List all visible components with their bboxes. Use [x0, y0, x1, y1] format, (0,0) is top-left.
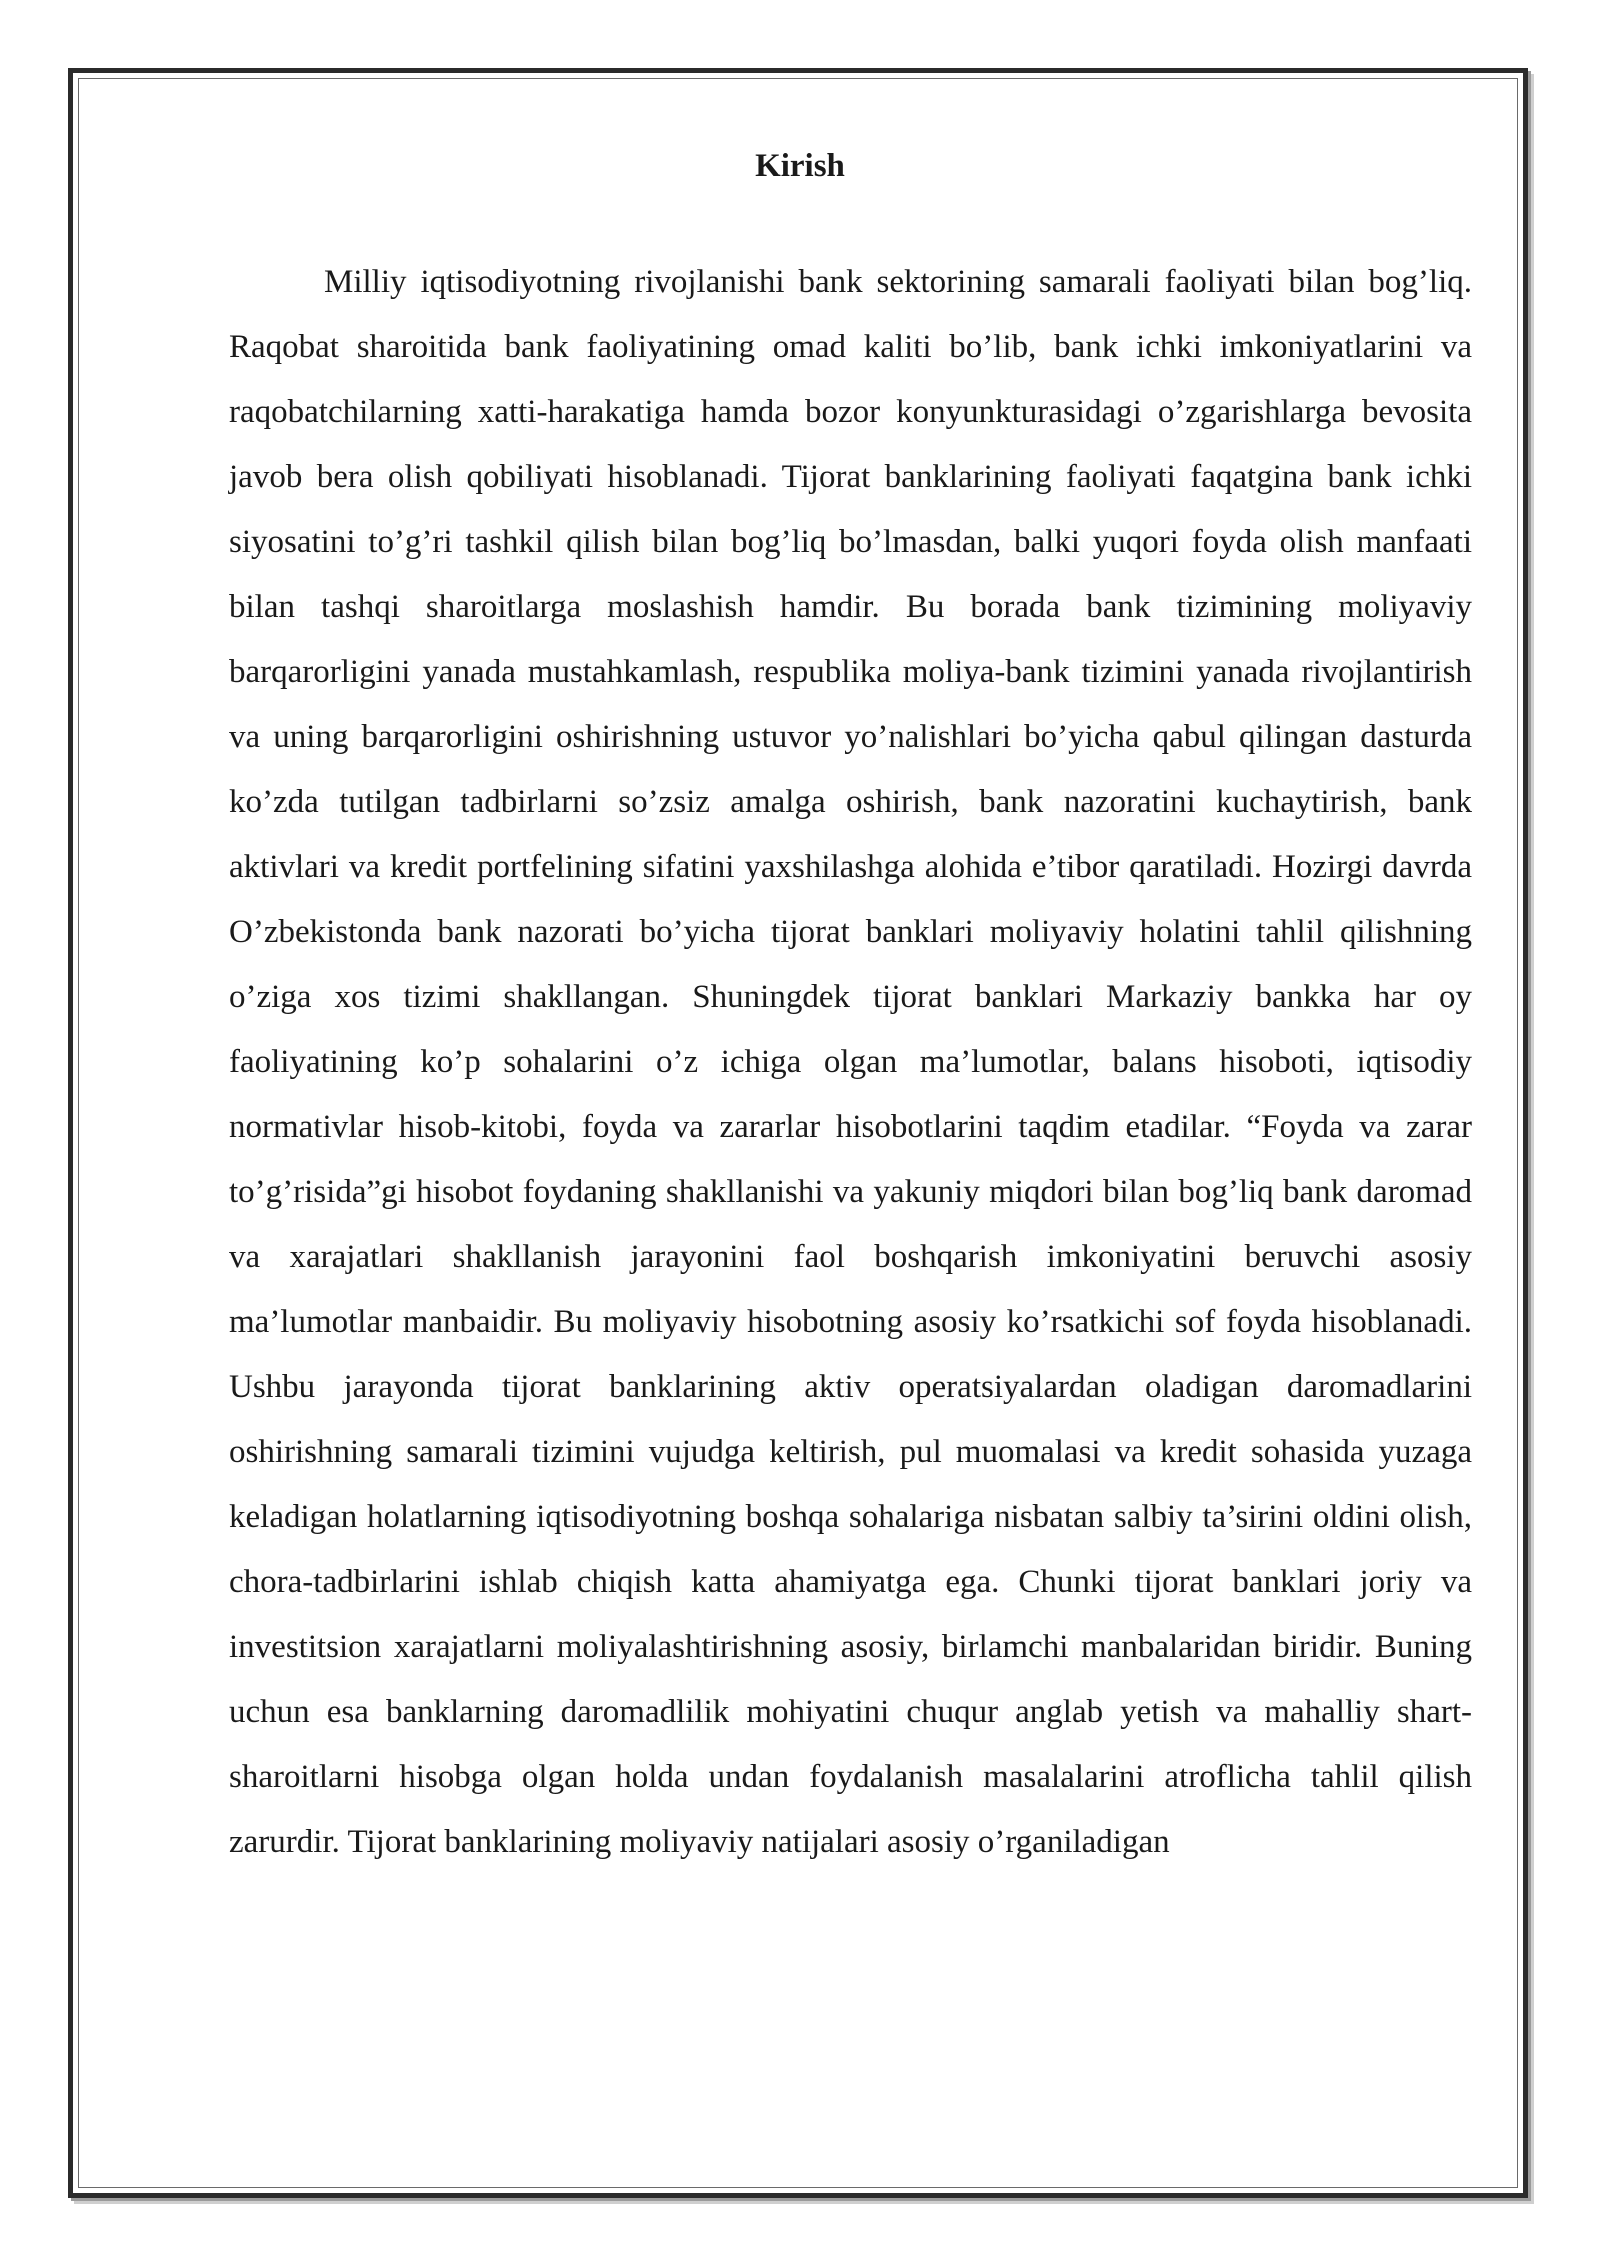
body-paragraph: Milliy iqtisodiyotning rivojlanishi bank sektorining samarali faoliyati bilan bog’liq. Raqobat sharoitida bank faoliyatining omad kaliti bo’lib, bank ichki imkoniyatlarini va raqobatchilarning xatti-harakatiga hamda bozor konyunkturasidagi o’zgarishlarga bevosita javob bera olish qobiliyati hisoblanadi. Tijorat banklarining faoliyati faqatgina bank ichki siyosatini to’g’ri tashkil qilish bilan bog’liq bo’lmasdan, balki yuqori foyda olish manfaati bilan tashqi sharoitlarga moslashish hamdir. Bu borada bank tizimining moliyaviy barqarorligini yanada mustahkamlash, respublika moliya-bank tizimini yanada rivojlantirish va uning barqarorligini oshirishning ustuvor yo’nalishlari bo’yicha qabul qilingan dasturda ko’zda tutilgan tadbirlarni so’zsiz amalga oshirish, bank nazoratini kuchaytirish, bank aktivlari va kredit portfelining sifatini yaxshilashga alohida e’tibor qaratiladi. Hozirgi davrda O’zbekistonda bank nazorati bo’yicha tijorat banklari moliyaviy holatini tahlil qilishning o’ziga xos tizimi shakllangan. Shuningdek tijorat banklari Markaziy bankka har oy faoliyatining ko’p sohalarini o’z ichiga olgan ma’lumotlar, balans hisoboti, iqtisodiy normativlar hisob-kitobi, foyda va zararlar hisobotlarini taqdim etadilar. “Foyda va zarar to’g’risida”gi hisobot foydaning shakllanishi va yakuniy miqdori bilan bog’liq bank daromad va xarajatlari shakllanish jarayonini faol boshqarish imkoniyatini beruvchi asosiy ma’lumotlar manbaidir. Bu moliyaviy hisobotning asosiy ko’rsatkichi sof foyda hisoblanadi. Ushbu jarayonda tijorat banklarining aktiv operatsiyalardan oladigan daromadlarini oshirishning samarali tizimini vujudga keltirish, pul muomalasi va kredit sohasida yuzaga keladigan holatlarning iqtisodiyotning boshqa sohalariga nisbatan salbiy ta’sirini oldini olish, chora-tadbirlarini ishlab chiqish katta ahamiyatga ega. Chunki tijorat banklari joriy va investitsion xarajatlarni moliyalashtirishning asosiy, birlamchi manbalaridan biridir. Buning uchun esa banklarning daromadlilik mohiyatini chuqur anglab yetish va mahalliy shart-sharoitlarni hisobga olgan holda undan foydalanish masalalarini atroflicha tahlil qilish zarurdir. Tijorat banklarining moliyaviy natijalari asosiy o’rganiladigan	[229, 264, 1472, 1860]
page-title: Kirish	[755, 148, 845, 184]
